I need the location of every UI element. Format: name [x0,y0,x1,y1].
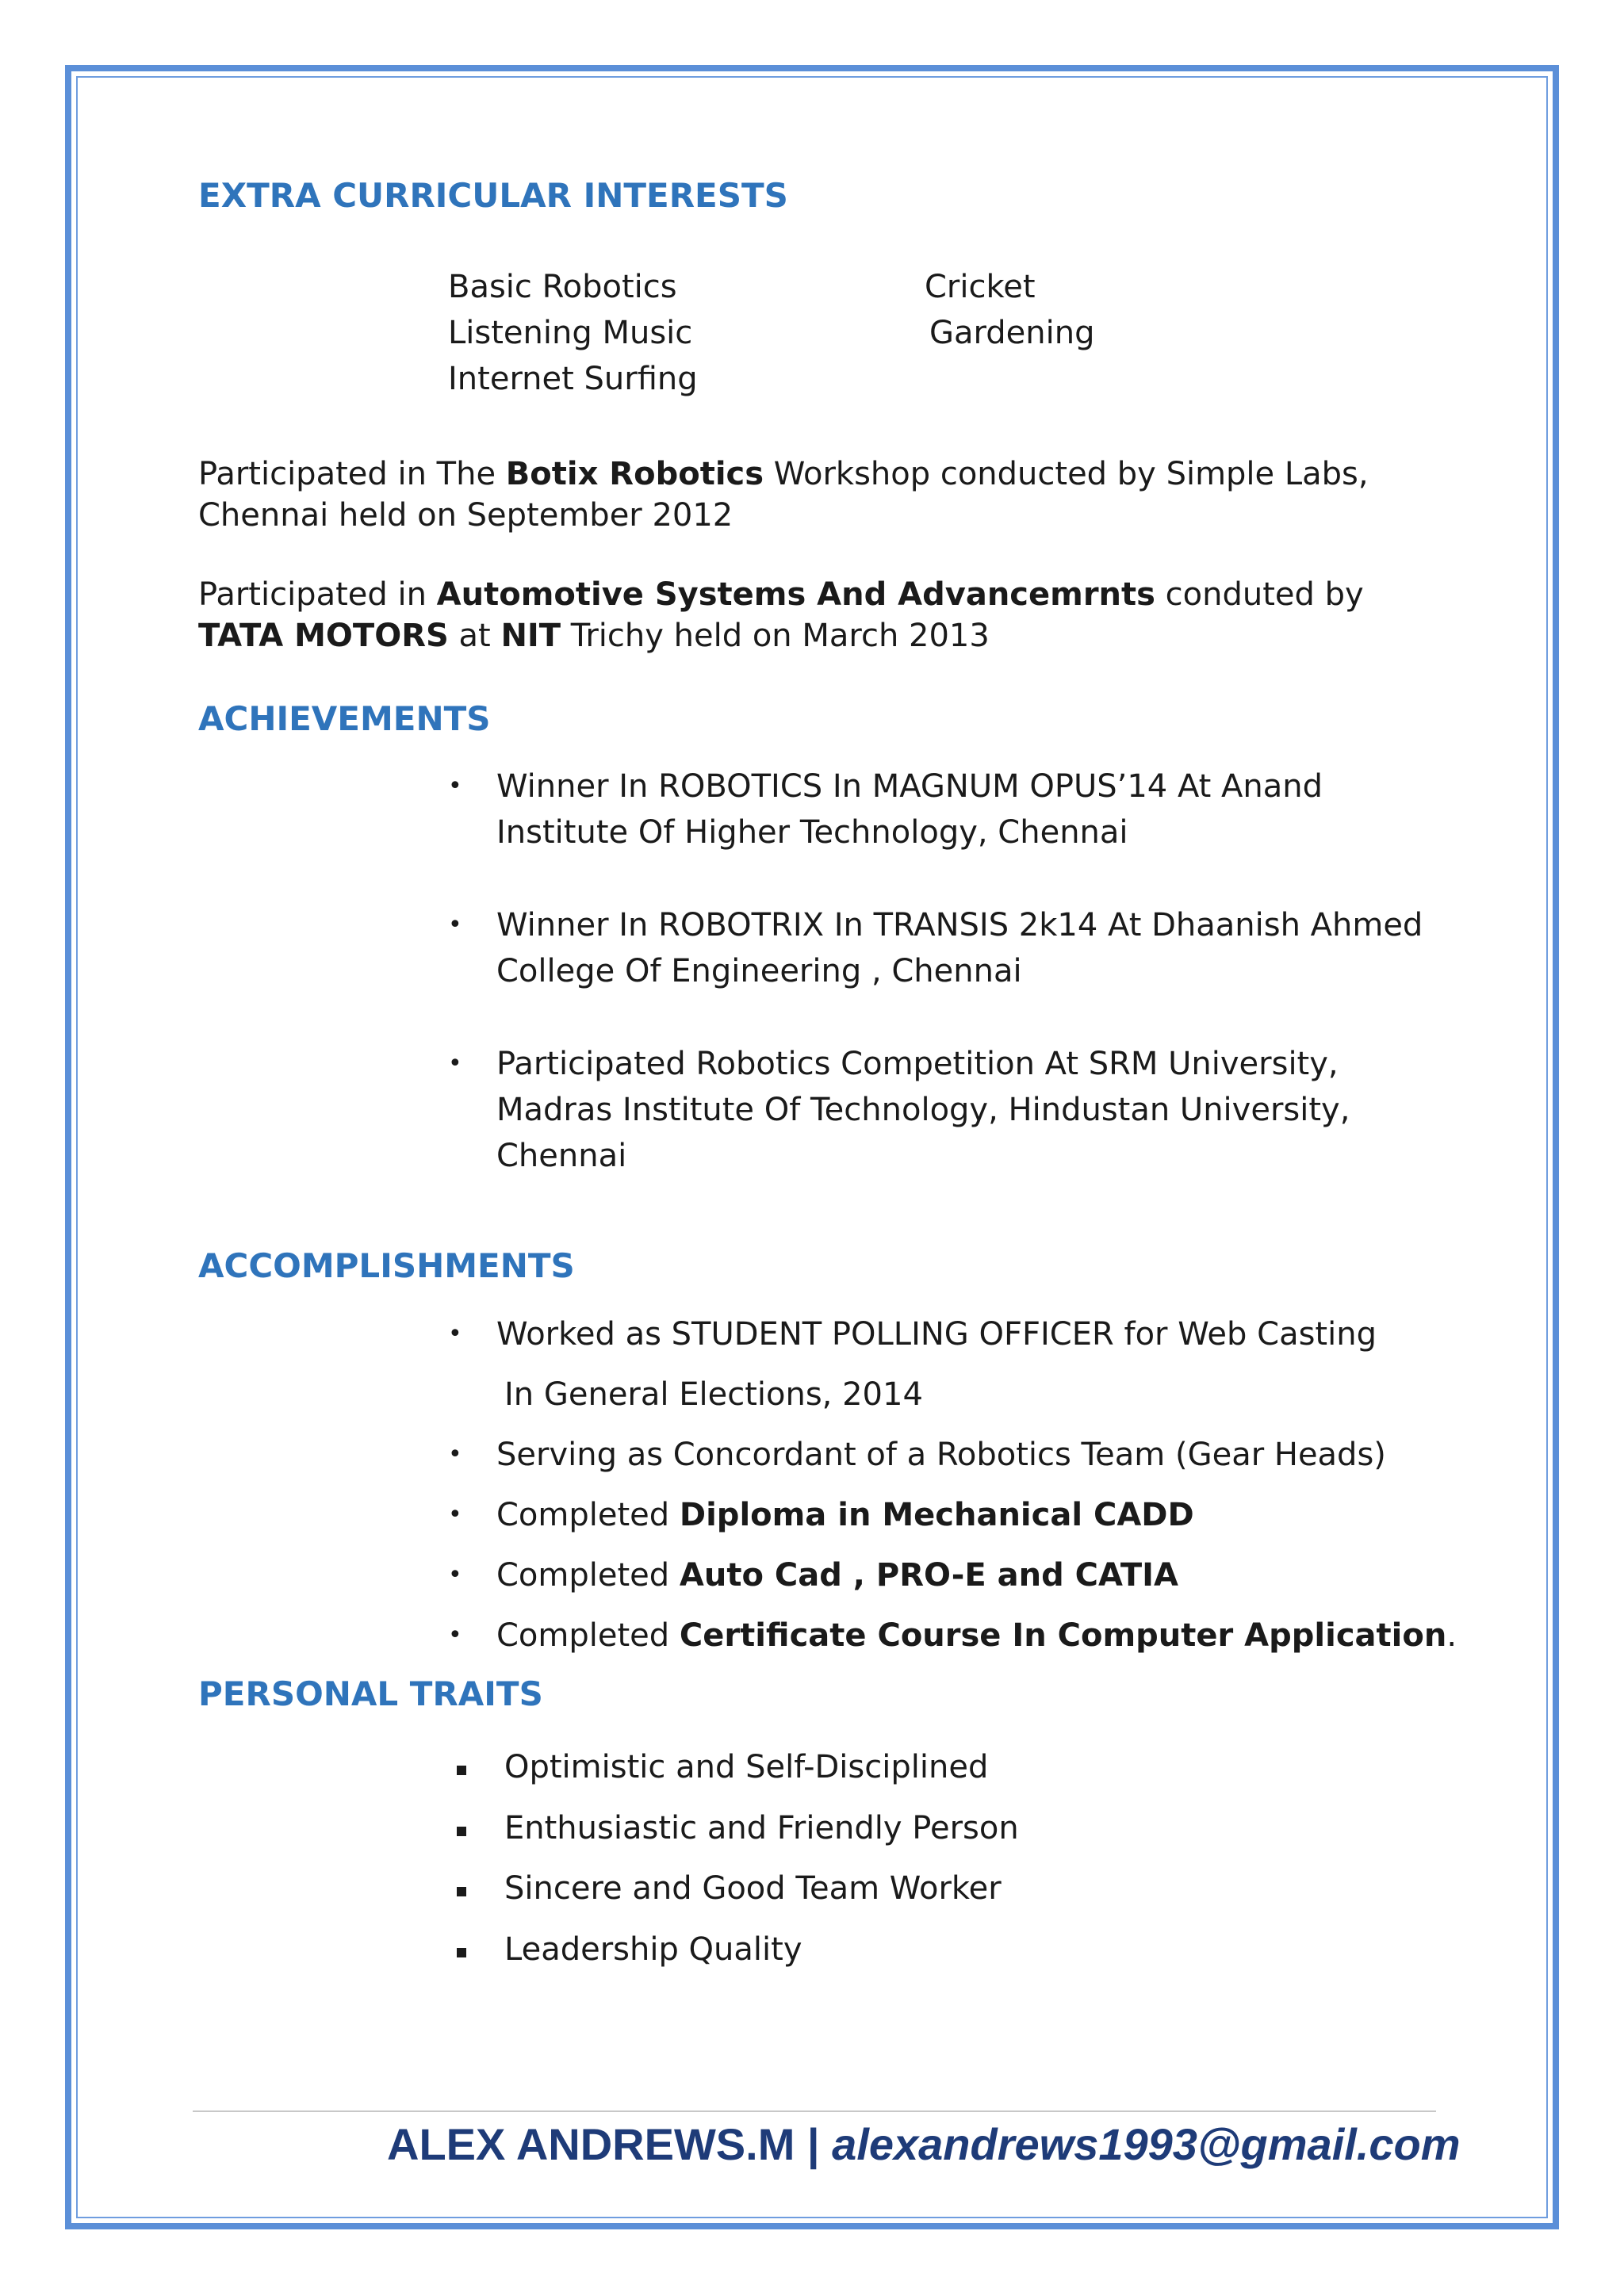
footer [387,2118,1461,2170]
interest-item: Gardening [929,315,1095,351]
interest-item: Cricket [925,269,1036,305]
accomplishment-item: Completed Diploma in Mechanical CADD [496,1497,1194,1533]
personal-traits-heading: PERSONAL TRAITS [198,1674,543,1713]
accomplishment-item: In General Elections, 2014 [504,1376,923,1413]
bullet-icon: • [448,911,462,939]
trait-item: Leadership Quality [504,1931,802,1968]
interest-item: Internet Surfing [448,361,698,397]
interest-item: Listening Music [448,315,693,351]
square-bullet-icon [457,1766,466,1775]
accomplishment-item: Worked as STUDENT POLLING OFFICER for Web Casting [496,1316,1377,1353]
achievement-item: Winner In ROBOTRIX In TRANSIS 2k14 At Dhaanish Ahmed [496,907,1423,943]
square-bullet-icon [457,1887,466,1896]
achievement-item: Madras Institute Of Technology, Hindustan University, [496,1092,1350,1128]
square-bullet-icon [457,1827,466,1836]
bullet-icon: • [448,1621,462,1649]
workshop-paragraph-2: Participated in Automotive Systems And Advancemrnts conduted by TATA MOTORS at NIT Trichy held on March 2013 [198,576,1364,654]
footer-name: ALEX ANDREWS.M [387,2119,795,2169]
trait-item: Enthusiastic and Friendly Person [504,1810,1019,1846]
bullet-icon: • [448,1501,462,1529]
accomplishment-item: Completed Certificate Course In Computer Application. [496,1617,1457,1654]
extra-curricular-heading: EXTRA CURRICULAR INTERESTS [198,176,788,215]
achievement-item: Participated Robotics Competition At SRM University, [496,1046,1339,1082]
footer-separator: | [795,2119,833,2169]
accomplishments-heading: ACCOMPLISHMENTS [198,1246,575,1285]
bullet-icon: • [448,1050,462,1077]
achievement-item: Chennai [496,1138,627,1174]
accomplishment-item: Completed Auto Cad , PRO-E and CATIA [496,1557,1178,1594]
bullet-icon: • [448,1320,462,1348]
interest-item: Basic Robotics [448,269,677,305]
bullet-icon: • [448,772,462,800]
footer-email[interactable]: alexandrews1993@gmail.com [832,2119,1461,2169]
bullet-icon: • [448,1561,462,1589]
footer-divider [193,2110,1436,2112]
achievement-item: Winner In ROBOTICS In MAGNUM OPUS’14 At Anand [496,768,1323,805]
bullet-icon: • [448,1441,462,1468]
trait-item: Optimistic and Self-Disciplined [504,1749,989,1785]
workshop-paragraph-1: Participated in The Botix Robotics Workshop conducted by Simple Labs, Chennai held on September 2012 [198,456,1369,534]
achievement-item: College Of Engineering , Chennai [496,953,1022,989]
accomplishment-item: Serving as Concordant of a Robotics Team (Gear Heads) [496,1437,1386,1473]
achievement-item: Institute Of Higher Technology, Chennai [496,814,1128,851]
square-bullet-icon [457,1948,466,1957]
trait-item: Sincere and Good Team Worker [504,1870,1002,1907]
achievements-heading: ACHIEVEMENTS [198,699,491,738]
